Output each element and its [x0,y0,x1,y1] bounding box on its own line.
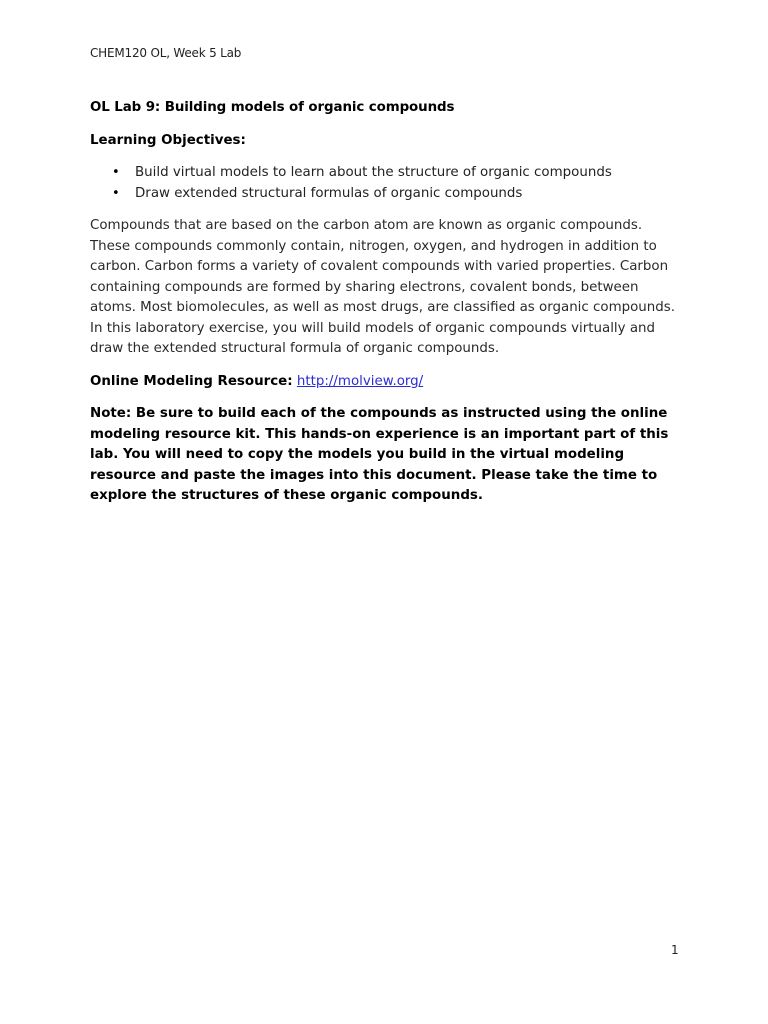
objectives-heading: Learning Objectives: [90,132,246,148]
page-number: 1 [671,943,679,957]
resource-label: Online Modeling Resource: [90,373,293,389]
bullet-icon: • [112,185,120,201]
note-paragraph: Note: Be sure to build each of the compounds as instructed using the online modeling resource kit. This hands-on experience is an important part of this lab. You will need to copy the models you build in the virtual modeling resource and paste the images into this document. Please take the time to explore the structures of these organic compounds. [90,406,669,503]
lab-title: OL Lab 9: Building models of organic compounds [90,100,455,115]
page-header: CHEM120 OL, Week 5 Lab [90,46,242,60]
bullet-icon: • [112,165,120,180]
document-body [90,98,680,507]
objective-text: Build virtual models to learn about the structure of organic compounds [135,165,612,180]
objectives-list [90,163,680,204]
objective-item [90,163,680,184]
intro-paragraph: Compounds that are based on the carbon atom are known as organic compounds. These compounds commonly contain, nitrogen, oxygen, and hydrogen in addition to carbon. Carbon forms a variety of covalent compounds with varied properties. Carbon containing compounds are formed by sharing electrons, covalent bonds, between atoms. Most biomolecules, as well as most drugs, are classified as organic compounds. In this laboratory exercise, you will build models of organic compounds virtually and draw the extended structural formula of organic compounds. [90,218,676,356]
objective-item [90,184,680,205]
resource-line [90,372,680,393]
objective-text: Draw extended structural formulas of organic compounds [135,185,523,201]
resource-link[interactable]: http://molview.org/ [296,373,424,389]
